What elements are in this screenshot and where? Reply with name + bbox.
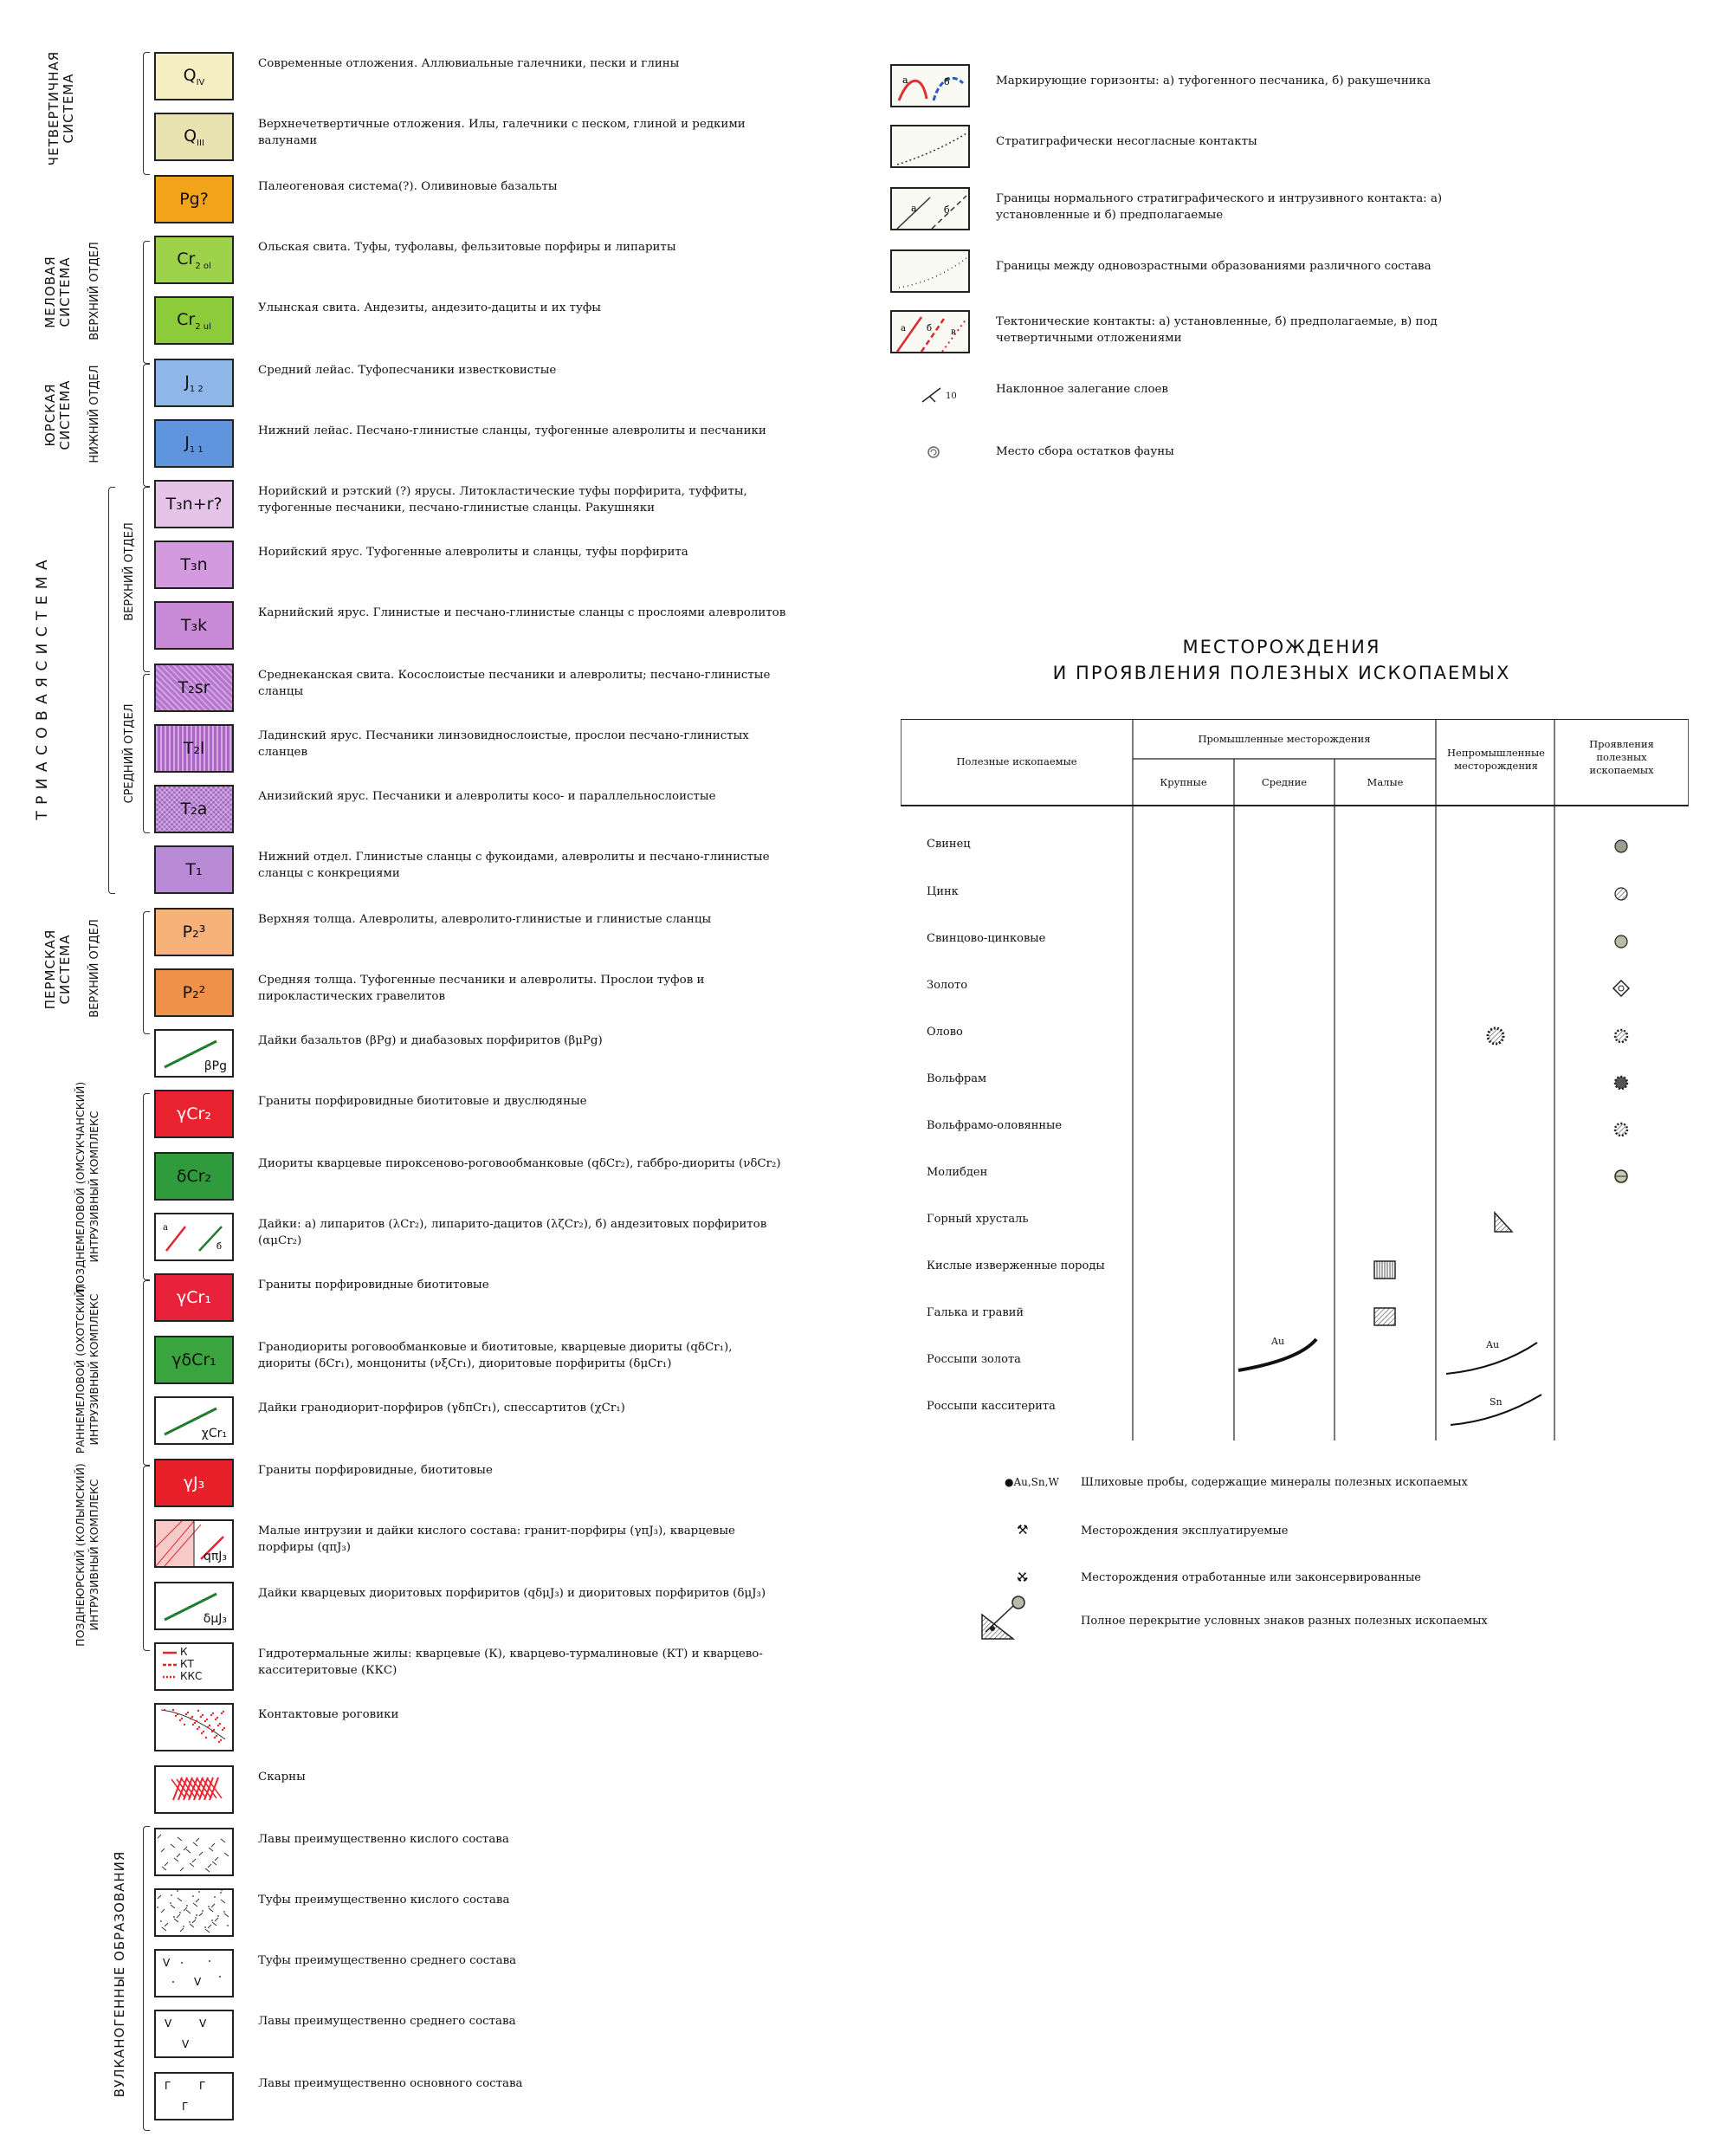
legend-swatch <box>154 1029 234 1078</box>
legend-swatch <box>154 359 234 407</box>
legend-text: Нижний лейас. Песчано-глинистые сланцы, туфогенные алевролиты и песчаники <box>258 424 766 437</box>
legend-text: Дайки базальтов (βPg) и диабазовых порфиритов (βμPg) <box>258 1034 603 1047</box>
extra-legend-text: Полное перекрытие условных знаков разных полезных ископаемых <box>1081 1615 1488 1628</box>
tin-occurrence-icon <box>1615 1030 1627 1042</box>
svg-text:Г: Г <box>182 2101 189 2113</box>
table-title <box>953 634 1611 686</box>
legend-swatch <box>154 1152 234 1201</box>
molybdenum-occurrence-icon <box>1615 1170 1627 1182</box>
mineral-name: Свинец <box>927 838 971 851</box>
legend-swatch <box>154 1703 234 1751</box>
group-label-cretaceous-upper: ВЕРХНИЙ ОТДЕЛ <box>88 242 101 340</box>
legend-text: Гидротермальные жилы: кварцевые (К), кварцево-турмалиновые (КТ) и кварцево-касситеритовые (ККС) <box>258 1648 763 1677</box>
legend-swatch <box>154 236 234 284</box>
header-nonindustrial: Непромышленные месторождения <box>1447 747 1545 772</box>
legend-text: Наклонное залегание слоев <box>996 383 1168 396</box>
dip-value: 10 <box>946 392 957 401</box>
legend-swatch <box>154 845 234 894</box>
legend-row <box>883 118 1715 175</box>
legend-text: Современные отложения. Аллювиальные галечники, пески и глины <box>258 57 680 70</box>
bracket <box>143 1280 150 1466</box>
legend-swatch <box>154 1582 234 1630</box>
legend-swatch <box>154 785 234 833</box>
group-label-permian-upper: ВЕРХНИЙ ОТДЕЛ <box>88 919 101 1018</box>
svg-text:V: V <box>182 2038 190 2050</box>
overlap-symbol-icon <box>979 1590 1048 1642</box>
header-minerals: Полезные ископаемые <box>956 755 1077 767</box>
svg-text:V: V <box>199 2017 207 2030</box>
legend-text: Среднеканская свита. Косослоистые песчаники и алевролиты; песчано-глинистые сланцы <box>258 669 771 698</box>
legend-code: χCr₁ <box>201 1427 227 1441</box>
group-label-triassic-upper: ВЕРХНИЙ ОТДЕЛ <box>123 522 136 621</box>
legend-text: Средняя толща. Туфогенные песчаники и алевролиты. Прослои туфов и пирокластических гравелитов <box>258 974 705 1003</box>
legend-text: Диориты кварцевые пироксеново-роговообманковые (qδCr₂), габбро-диориты (νδCr₂) <box>258 1157 781 1170</box>
legend-row <box>0 1512 866 1575</box>
legend-row <box>0 1022 866 1084</box>
minerals-table <box>901 719 1689 1441</box>
group-label-cretaceous: МЕЛОВАЯ СИСТЕМА <box>42 256 73 328</box>
legend-row <box>0 1452 866 1514</box>
legend-swatch <box>154 664 234 712</box>
legend-code: $Cr_{2 ul}$ <box>177 309 211 332</box>
legend-text: Граниты порфировидные биотитовые <box>258 1279 489 1292</box>
legend-swatch <box>154 968 234 1017</box>
group-label-volcanic: ВУЛКАНОГЕННЫЕ ОБРАЗОВАНИЯ <box>112 1850 127 2098</box>
marker-horizons-symbol <box>890 64 970 107</box>
legend-row <box>0 45 866 107</box>
legend-text: Карнийский ярус. Глинистые и песчано-глинистые сланцы с прослоями алевролитов <box>258 606 786 619</box>
legend-row <box>0 168 866 230</box>
legend-text: Место сбора остатков фауны <box>996 445 1174 458</box>
legend-code-sub: 2 ol <box>195 261 211 271</box>
dip-symbol <box>918 381 970 407</box>
legend-text: Скарны <box>258 1771 306 1784</box>
legend-row <box>0 1083 866 1145</box>
legend-swatch <box>154 724 234 773</box>
legend-code: $Cr_{2 ol}$ <box>177 249 211 271</box>
legend-code: К КТ ККС <box>180 1646 203 1682</box>
legend-swatch <box>154 175 234 223</box>
legend-code: T₂sr <box>178 678 210 697</box>
mineral-name: Горный хрусталь <box>927 1213 1029 1226</box>
legend-text: Палеогеновая система(?). Оливиновые базальты <box>258 180 558 193</box>
legend-text: Лавы преимущественно кислого состава <box>258 1833 509 1846</box>
mineral-name: Молибден <box>927 1166 988 1179</box>
legend-text: Нижний отдел. Глинистые сланцы с фукоидами, алевролиты и песчано-глинистые сланцы с конкрециями <box>258 851 770 880</box>
header-occurrences: Проявления полезных ископаемых <box>1589 738 1654 776</box>
legend-text: Ольская свита. Туфы, туфолавы, фельзитовые порфиры и липариты <box>258 241 676 254</box>
legend-text: Лавы преимущественно среднего состава <box>258 2015 516 2028</box>
legend-text: Верхнечетвертичные отложения. Илы, галечники с песком, глиной и редкими валунами <box>258 118 746 147</box>
legend-swatch <box>154 908 234 956</box>
legend-row <box>883 366 1715 423</box>
svg-text:V: V <box>194 1976 202 1988</box>
legend-row <box>0 901 866 963</box>
extra-legend-row <box>1005 1518 1697 1552</box>
legend-code-sub: 1 1 <box>189 444 204 455</box>
legend-swatch <box>154 2072 234 2120</box>
legend-code-sub: IV <box>196 77 205 87</box>
group-label-triassic: Т Р И А С О В А Я С И С Т Е М А <box>34 559 51 820</box>
legend-swatch <box>154 1396 234 1445</box>
extra-legend-row <box>1005 1564 1697 1599</box>
svg-text:б: б <box>927 324 933 333</box>
legend-code-sub: 1 2 <box>189 384 204 394</box>
mineral-name: Галька и гравий <box>927 1306 1024 1319</box>
legend-text: Ладинский ярус. Песчаники линзовиднослоистые, прослои песчано-глинистых сланцев <box>258 729 749 759</box>
legend-swatch <box>154 296 234 345</box>
bracket <box>143 674 150 833</box>
legend-text: Лавы преимущественно основного состава <box>258 2077 523 2090</box>
svg-text:а: а <box>902 74 908 86</box>
legend-text: Туфы преимущественно кислого состава <box>258 1894 510 1907</box>
mineral-name: Олово <box>927 1026 963 1039</box>
table-title-line: МЕСТОРОЖДЕНИЯ <box>1182 637 1381 657</box>
legend-row <box>883 57 1715 114</box>
legend-code: γCr₁ <box>177 1288 211 1307</box>
legend-text: Маркирующие горизонты: а) туфогенного песчаника, б) ракушечника <box>996 74 1431 87</box>
legend-text: Границы между одновозрастными образованиями различного состава <box>996 260 1431 273</box>
legend-swatch <box>154 1459 234 1507</box>
legend-code: γJ₃ <box>183 1473 205 1492</box>
legend-row <box>883 180 1715 237</box>
bracket <box>143 1093 150 1280</box>
legend-row <box>883 303 1715 360</box>
zinc-occurrence-icon <box>1615 888 1627 900</box>
group-label-late-jurassic-complex: ПОЗДНЕЮРСКИЙ (КОЛЫМСКИЙ) ИНТРУЗИВНЫЙ КОМПЛЕКС <box>74 1463 100 1647</box>
legend-code-sub: 2 ul <box>195 321 211 332</box>
svg-text:в: в <box>951 327 956 337</box>
legend-text: Туфы преимущественно среднего состава <box>258 1954 517 1967</box>
legend-text: Улынская свита. Андезиты, андезито-дациты и их туфы <box>258 301 601 314</box>
group-label-jurassic: ЮРСКАЯ СИСТЕМА <box>42 379 73 450</box>
legend-swatch <box>154 601 234 650</box>
table-title-line: И ПРОЯВЛЕНИЯ ПОЛЕЗНЫХ ИСКОПАЕМЫХ <box>1052 663 1511 683</box>
legend-code: $J_{1 1}$ <box>184 432 204 455</box>
lead-occurrence-icon <box>1615 840 1627 852</box>
au-label: Au <box>1271 1336 1285 1347</box>
extra-legend-text: Шлиховые пробы, содержащие минералы полезных ископаемых <box>1081 1476 1468 1489</box>
mineral-name: Россыпи золота <box>927 1353 1021 1366</box>
legend-text: Дайки гранодиорит-порфиров (γδπCr₁), спессартитов (χCr₁) <box>258 1402 625 1415</box>
legend-row <box>0 1329 866 1391</box>
legend-code: qπJ₃ <box>203 1550 227 1564</box>
header-large: Крупные <box>1160 776 1207 788</box>
svg-text:б: б <box>944 76 950 87</box>
bracket <box>108 487 115 894</box>
legend-row <box>0 1575 866 1637</box>
legend-text: Анизийский ярус. Песчаники и алевролиты косо- и параллельнослоистые <box>258 790 716 803</box>
table-symbols <box>901 719 1689 1441</box>
legend-swatch <box>154 52 234 100</box>
sn-label: Sn <box>1490 1396 1503 1408</box>
legend-swatch <box>154 1090 234 1138</box>
legend-code: P₂³ <box>182 923 206 942</box>
legend-code: T₃n+r? <box>165 495 223 514</box>
bracket <box>143 1466 150 1651</box>
legend-code: T₃k <box>180 616 208 635</box>
legend-text: Дайки: а) липаритов (λCr₂), липарито-дацитов (λζCr₂), б) андезитовых порфиритов (αμCr₂) <box>258 1218 767 1247</box>
svg-text:а: а <box>163 1223 168 1233</box>
svg-text:б: б <box>944 204 950 216</box>
fauna-site-icon <box>925 444 942 464</box>
au-label: Au <box>1486 1339 1500 1350</box>
legend-code: T₃n <box>180 555 208 574</box>
bracket <box>143 364 150 487</box>
legend-row <box>0 838 866 901</box>
legend-swatch <box>154 480 234 528</box>
legend-swatch <box>154 1519 234 1568</box>
contact-boundary-symbol <box>890 187 970 230</box>
svg-text:V: V <box>163 1957 171 1969</box>
legend-code-sub: III <box>197 138 204 148</box>
legend-swatch <box>154 1765 234 1814</box>
legend-text: Средний лейас. Туфопесчаники известковистые <box>258 364 557 377</box>
legend-code: δCr₂ <box>176 1167 212 1186</box>
bracket <box>143 911 150 1034</box>
legend-row <box>0 1389 866 1452</box>
svg-text:Г: Г <box>199 2080 206 2092</box>
bracket <box>143 1826 150 2131</box>
legend-text: Верхняя толща. Алевролиты, алевролито-глинистые и глинистые сланцы <box>258 913 712 926</box>
mineral-name: Свинцово-цинковые <box>927 932 1046 945</box>
pan-sample-prefix: ●Au,Sn,W <box>1005 1476 1059 1488</box>
group-label-jurassic-lower: НИЖНИЙ ОТДЕЛ <box>88 365 101 463</box>
legend-swatch <box>154 1642 234 1691</box>
legend-code: δμJ₃ <box>203 1612 227 1626</box>
legend-text: Граниты порфировидные биотитовые и двуслюдяные <box>258 1095 587 1108</box>
legend-code: $Q_{IV}$ <box>183 65 205 87</box>
legend-text: Норийский и рэтский (?) ярусы. Литокластические туфы порфирита, туффиты, туфогенные песчаники, песчано-глинистые сланцы. Ракушняки <box>258 485 747 515</box>
mineral-name: Цинк <box>927 885 959 898</box>
legend-code: $Q_{III}$ <box>184 126 204 148</box>
mineral-name: Золото <box>927 979 968 992</box>
legend-row <box>0 1206 866 1268</box>
legend-code: γδCr₁ <box>171 1350 216 1369</box>
legend-text: Тектонические контакты: а) установленные, б) предполагаемые, в) под четвертичными отложениями <box>996 315 1438 345</box>
legend-text: Малые интрузии и дайки кислого состава: гранит-порфиры (γπJ₃), кварцевые порфиры (qπJ₃) <box>258 1525 735 1554</box>
legend-code: Pg? <box>179 190 209 209</box>
legend-text: Границы нормального стратиграфического и интрузивного контакта: а) установленные и б) предполагаемые <box>996 192 1443 222</box>
legend-row <box>0 352 866 414</box>
bracket <box>143 487 150 672</box>
legend-swatch <box>154 1828 234 1876</box>
mineral-name: Россыпи касситерита <box>927 1400 1056 1413</box>
legend-row <box>0 1696 866 1758</box>
legend-code: $J_{1 2}$ <box>184 372 204 394</box>
legend-code: γCr₂ <box>177 1104 211 1123</box>
legend-row <box>0 1145 866 1207</box>
legend-swatch <box>154 113 234 161</box>
legend-text: Контактовые роговики <box>258 1708 399 1721</box>
legend-swatch <box>154 1336 234 1384</box>
mineral-name: Вольфрам <box>927 1072 987 1085</box>
quartz-crystal-icon <box>1495 1213 1512 1232</box>
legend-text: Дайки кварцевых диоритовых порфиритов (qδμJ₃) и диоритовых порфиритов (δμJ₃) <box>258 1587 766 1600</box>
svg-text:V: V <box>165 2017 172 2030</box>
legend-swatch <box>154 2010 234 2058</box>
extra-legend-row <box>1005 1469 1697 1504</box>
legend-swatch <box>154 419 234 468</box>
legend-row <box>0 961 866 1024</box>
legend-swatch <box>154 541 234 589</box>
legend-swatch <box>154 1213 234 1261</box>
unconformity-symbol <box>890 125 970 168</box>
svg-text:Г: Г <box>165 2080 171 2092</box>
svg-text:б: б <box>216 1242 223 1252</box>
legend-row <box>0 106 866 168</box>
legend-code: P₂² <box>182 983 206 1002</box>
legend-code: T₂l <box>183 739 205 758</box>
group-label-quaternary: ЧЕТВЕРТИЧНАЯ СИСТЕМА <box>46 50 76 166</box>
lead-zinc-occurrence-icon <box>1615 936 1627 948</box>
legend-row <box>0 1758 866 1821</box>
tin-nonindustrial-icon <box>1488 1028 1503 1044</box>
legend-row <box>0 412 866 475</box>
legend-row <box>0 289 866 352</box>
bracket <box>143 52 150 175</box>
legend-text: Гранодиориты роговообманковые и биотитовые, кварцевые диориты (qδCr₁), диориты (δCr₁), монцониты (νξCr₁), диоритовые порфириты (δμCr₁) <box>258 1341 733 1370</box>
acid-igneous-icon <box>1374 1261 1395 1279</box>
group-label-permian: ПЕРМСКАЯ СИСТЕМА <box>42 929 73 1010</box>
worked-out-icon: ⚒ <box>1017 1569 1029 1584</box>
header-medium: Средние <box>1261 776 1308 788</box>
group-label-early-cretaceous-complex: РАННЕМЕЛОВОЙ (ОХОТСКИЙ) ИНТРУЗИВНЫЙ КОМПЛЕКС <box>74 1285 100 1454</box>
extra-legend-text: Месторождения отработанные или законсервированные <box>1081 1571 1422 1584</box>
legend-code: T₂a <box>180 800 208 819</box>
legend-swatch <box>154 1888 234 1937</box>
gold-occurrence-icon <box>1613 981 1629 996</box>
legend-row <box>883 243 1715 300</box>
header-small: Малые <box>1367 776 1404 788</box>
mineral-name: Кислые изверженные породы <box>927 1259 1105 1272</box>
svg-text:а: а <box>901 324 906 333</box>
extra-legend-row <box>1005 1608 1697 1642</box>
group-label-late-cretaceous-complex: ПОЗДНЕМЕЛОВОЙ (ОМСУКЧАНСКИЙ) ИНТРУЗИВНЫЙ КОМПЛЕКС <box>74 1081 100 1292</box>
extra-legend-text: Месторождения эксплуатируемые <box>1081 1525 1289 1538</box>
svg-text:а: а <box>911 203 917 214</box>
legend-code: βPg <box>204 1059 227 1073</box>
hammers-icon: ⚒ <box>1017 1522 1029 1538</box>
bracket <box>143 241 150 364</box>
mineral-name: Вольфрамо-оловянные <box>927 1119 1063 1132</box>
legend-swatch <box>154 1273 234 1322</box>
legend-row <box>0 1266 866 1329</box>
legend-row <box>0 1635 866 1698</box>
legend-row <box>883 428 1715 485</box>
legend-code: T₁ <box>185 860 203 879</box>
legend-swatch <box>154 1949 234 1997</box>
same-age-boundary-symbol <box>890 249 970 293</box>
tungsten-tin-occurrence-icon <box>1615 1123 1627 1136</box>
legend-text: Норийский ярус. Туфогенные алевролиты и сланцы, туфы порфирита <box>258 546 688 559</box>
legend-row <box>0 229 866 291</box>
pebble-gravel-icon <box>1374 1308 1395 1325</box>
header-industrial: Промышленные месторождения <box>1198 733 1371 745</box>
tungsten-occurrence-icon <box>1615 1077 1627 1089</box>
group-label-triassic-middle: СРЕДНИЙ ОТДЕЛ <box>123 703 136 804</box>
legend-text: Граниты порфировидные, биотитовые <box>258 1464 493 1477</box>
legend-text: Стратиграфически несогласные контакты <box>996 135 1257 148</box>
tectonic-contact-symbol <box>890 310 970 353</box>
